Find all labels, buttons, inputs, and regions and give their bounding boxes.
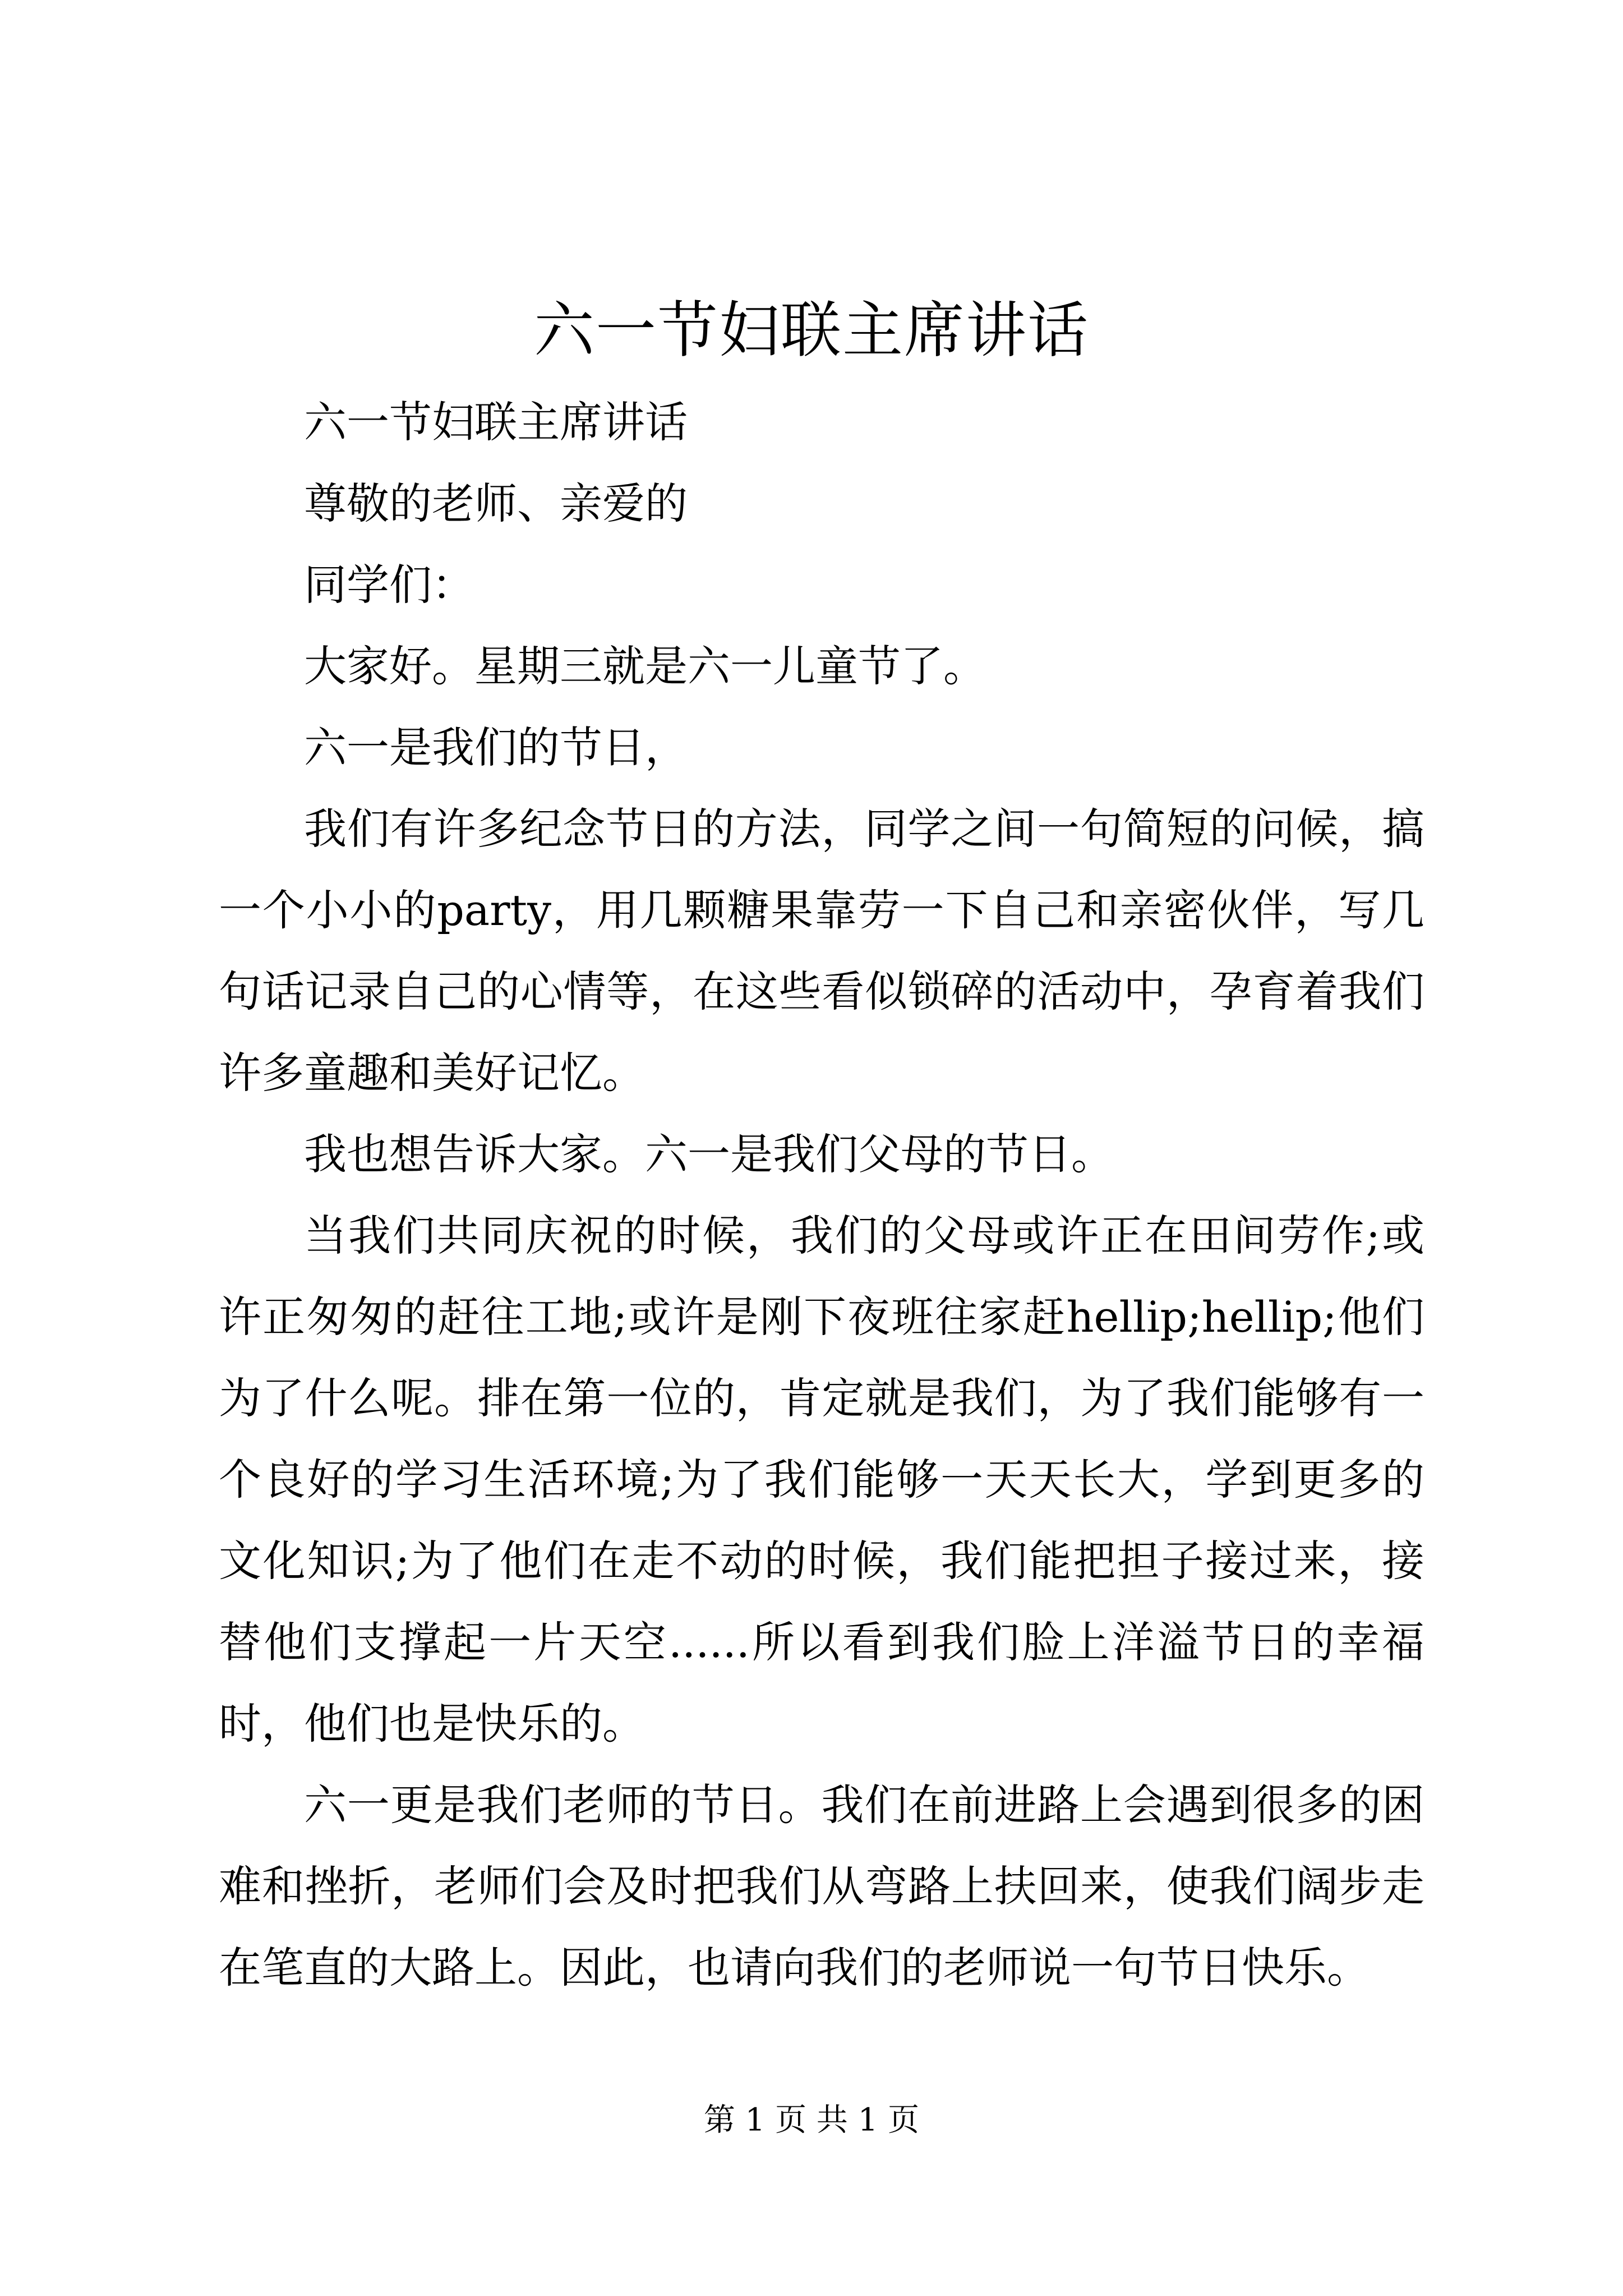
paragraph: 我也想告诉大家。六一是我们父母的节日。 [304, 1129, 1114, 1179]
paragraph: 六一是我们的节日， [304, 723, 688, 772]
paragraph: 我们有许多纪念节日的方法，同学之间一句简短的问候，搞一个小小的party，用几颗糖果靠劳一下自己和亲密伙伴，写几句话记录自己的心情等，在这些看似锁碎的活动中，孕育着我们许多童趣和美好记忆。 [219, 804, 1424, 1098]
document-title: 六一节妇联主席讲话 [533, 296, 1089, 366]
paragraph: 六一更是我们老师的节日。我们在前进路上会遇到很多的困难和挫折，老师们会及时把我们从弯路上扶回来，使我们阔步走在笔直的大路上。因此，也请向我们的老师说一句节日快乐。 [219, 1780, 1424, 1993]
document-body [219, 381, 1424, 2008]
paragraph: 同学们： [304, 560, 474, 610]
page-footer: 第 1 页 共 1 页 [703, 2102, 920, 2138]
paragraph: 大家好。星期三就是六一儿童节了。 [304, 641, 986, 691]
paragraph: 尊敬的老师、亲爱的 [304, 478, 688, 528]
paragraph: 当我们共同庆祝的时候，我们的父母或许正在田间劳作;或许正匆匆的赶往工地;或许是刚下夜班往家赶hellip;hellip;他们为了什么呢。排在第一位的，肯定就是我们，为了我们能够有一个良好的学习生活环境;为了我们能够一天天长大，学到更多的文化知识;为了他们在走不动的时候，我们能把担子接过来，接替他们支撑起一片天空......所以看到我们脸上洋溢节日的幸福时，他们也是快乐的。 [219, 1211, 1424, 1749]
paragraph: 六一节妇联主席讲话 [304, 397, 688, 447]
